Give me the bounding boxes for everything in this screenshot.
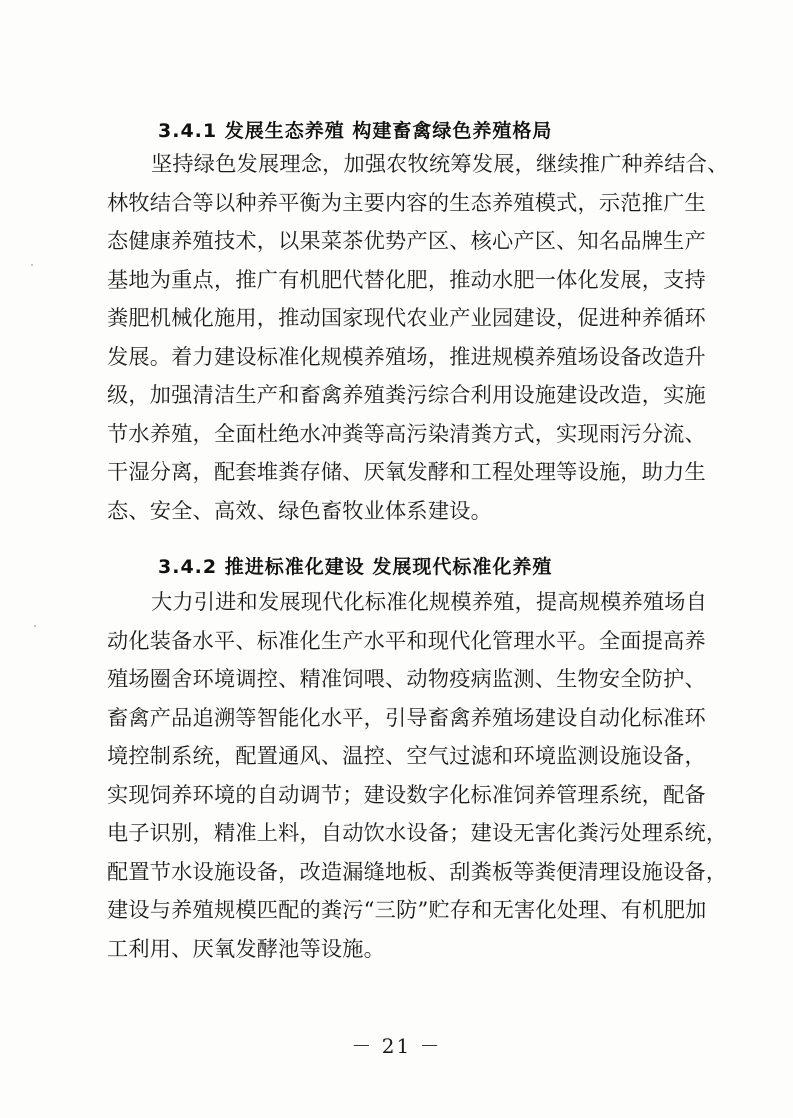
scan-speck [31, 264, 33, 266]
paragraph-line: 级，加强清洁生产和畜禽养殖粪污综合利用设施建设改造，实施 [107, 382, 706, 407]
paragraph-line: 工利用、厌氧发酵池等设施。 [107, 935, 386, 961]
section-paragraph-3-4-1 [107, 145, 729, 530]
paragraph-line: 粪肥机械化施用，推动国家现代农业产业园建设，促进种养循环 [107, 305, 706, 330]
paragraph-line: 境控制系统，配置通风、温控、空气过滤和环境监测设施设备， [107, 743, 706, 768]
section-heading-3-4-1: 3.4.1 发展生态养殖 构建畜禽绿色养殖格局 [158, 120, 553, 142]
scan-speck [34, 625, 36, 627]
paragraph-line: 动化装备水平、标准化生产水平和现代化管理水平。全面提高养 [107, 627, 706, 653]
section-heading-3-4-2: 3.4.2 推进标准化建设 发展现代标准化养殖 [158, 556, 553, 578]
paragraph-line: 电子识别，精准上料，自动饮水设备；建设无害化粪污处理系统， [107, 820, 728, 845]
paragraph-line: 建设与养殖规模匹配的粪污“三防”贮存和无害化处理、有机肥加 [107, 897, 707, 922]
paragraph-line: 节水养殖，全面杜绝水冲粪等高污染清粪方式，实现雨污分流、 [107, 420, 706, 446]
paragraph-line: 殖场圈舍环境调控、精准饲喂、动物疫病监测、生物安全防护、 [107, 666, 706, 691]
paragraph-line: 干湿分离，配套堆粪存储、厌氧发酵和工程处理等设施，助力生 [107, 459, 706, 484]
paragraph-line: 大力引进和发展现代化标准化规模养殖，提高规模养殖场自 [151, 589, 708, 614]
paragraph-line: 态健康养殖技术，以果菜茶优势产区、核心产区、知名品牌生产 [107, 228, 706, 253]
paragraph-line: 态、安全、高效、绿色畜牧业体系建设。 [107, 497, 492, 523]
page-number: － 21 － [351, 1034, 442, 1058]
paragraph-line: 坚持绿色发展理念，加强农牧统筹发展，继续推广种养结合、 [151, 151, 729, 176]
paragraph-line: 配置节水设施设备，改造漏缝地板、刮粪板等粪便清理设施设备， [107, 858, 728, 884]
section-paragraph-3-4-2 [107, 583, 728, 968]
paragraph-line: 基地为重点，推广有机肥代替化肥，推动水肥一体化发展，支持 [107, 266, 706, 292]
paragraph-line: 发展。着力建设标准化规模养殖场，推进规模养殖场设备改造升 [107, 343, 706, 369]
paragraph-line: 林牧结合等以种养平衡为主要内容的生态养殖模式，示范推广生 [107, 189, 706, 215]
paragraph-line: 畜禽产品追溯等智能化水平，引导畜禽养殖场建设自动化标准环 [107, 704, 706, 730]
paragraph-line: 实现饲养环境的自动调节；建设数字化标准饲养管理系统，配备 [107, 781, 706, 807]
